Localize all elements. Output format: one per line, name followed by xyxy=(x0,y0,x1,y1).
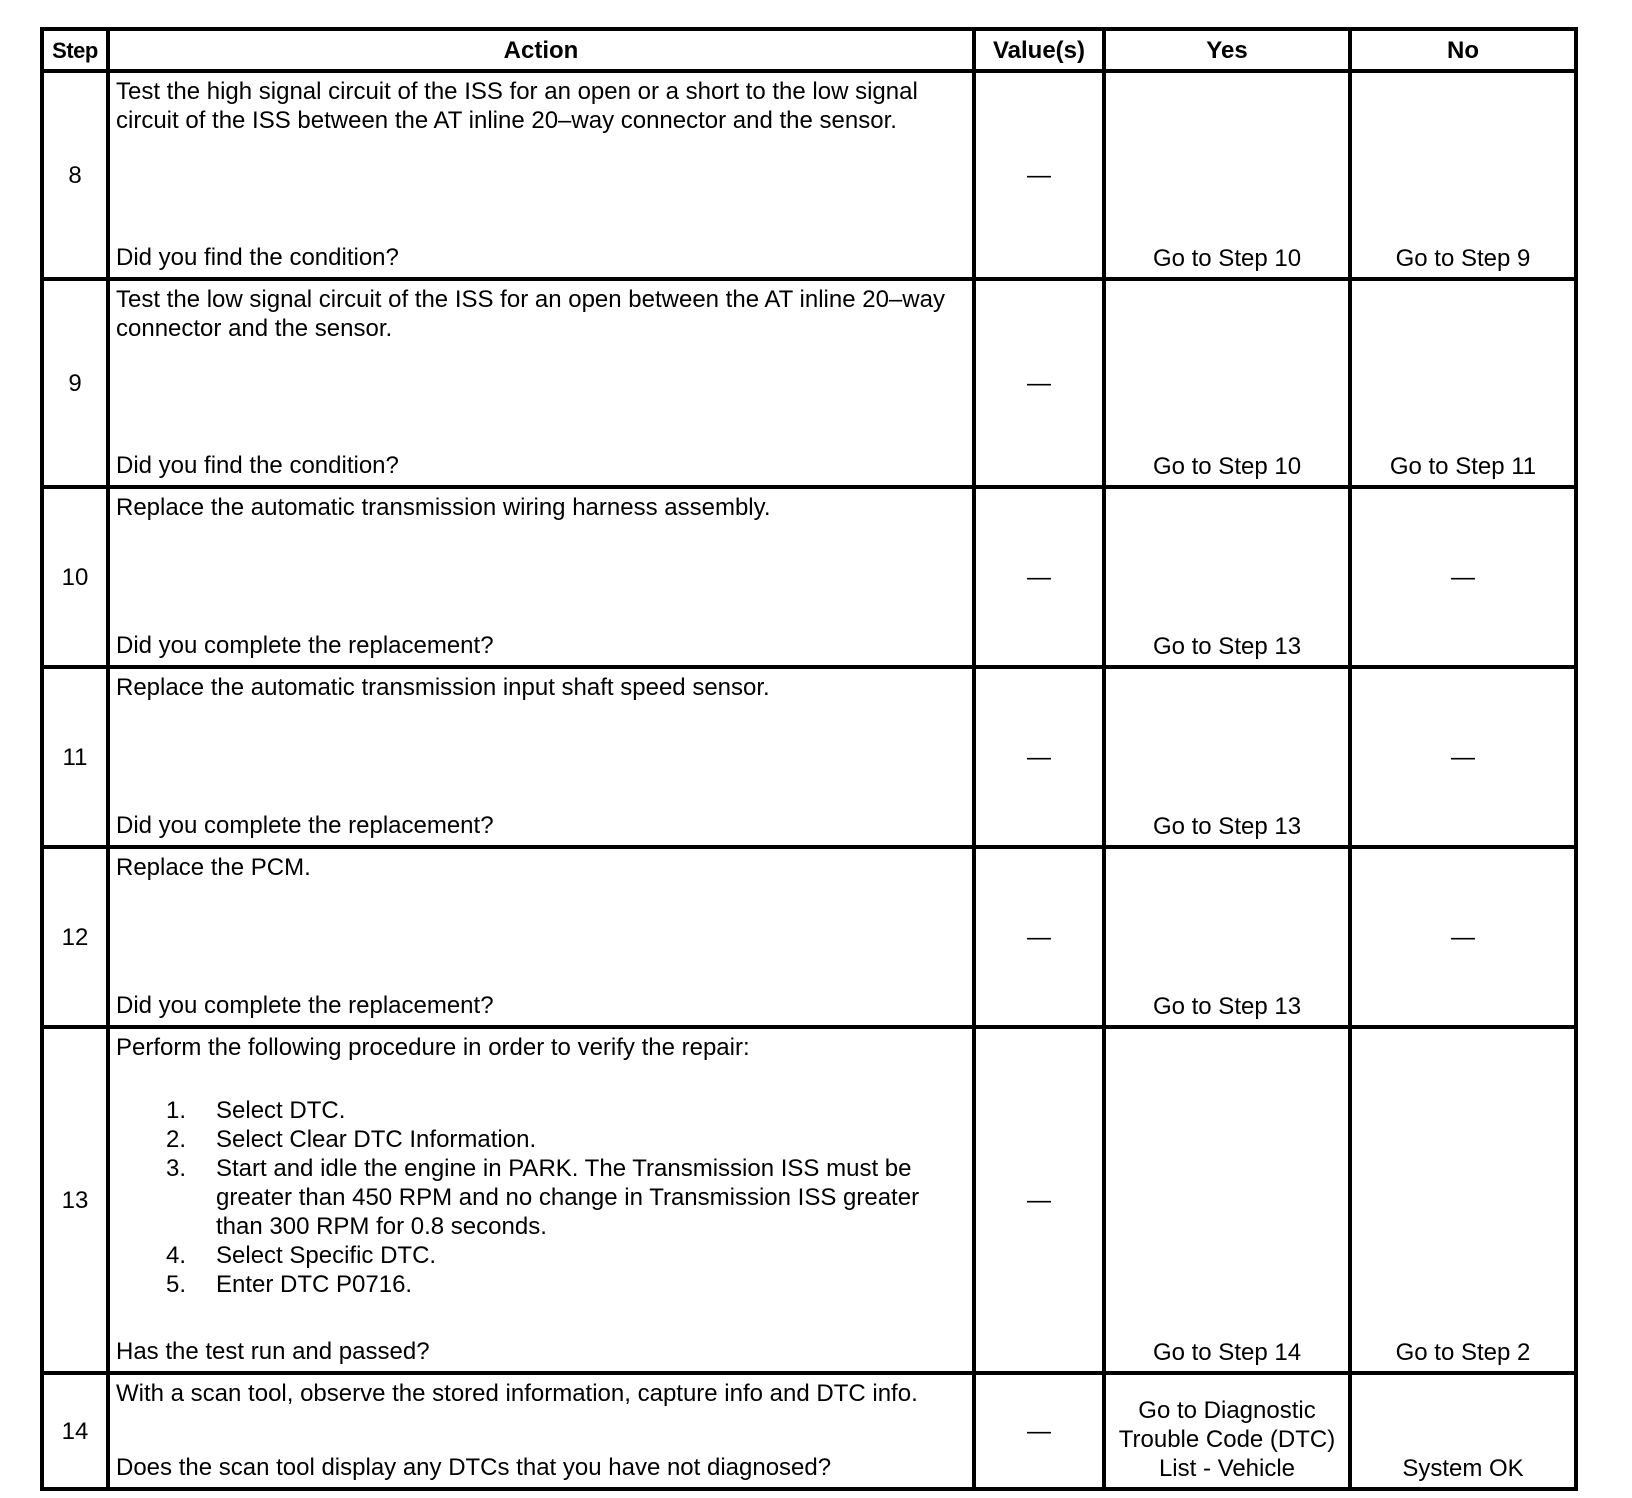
list-item xyxy=(116,1096,966,1125)
no-text: — xyxy=(1451,743,1475,771)
procedure-list xyxy=(116,1096,966,1299)
value-text: — xyxy=(1027,1417,1051,1445)
value-cell xyxy=(974,279,1104,487)
value-text: — xyxy=(1027,743,1051,771)
action-question: Does the scan tool display any DTCs that you have not diagnosed? xyxy=(116,1454,832,1481)
action-question: Did you complete the replacement? xyxy=(116,632,494,659)
list-number: 3. xyxy=(166,1155,187,1182)
action-question: Has the test run and passed? xyxy=(116,1338,430,1365)
header-step: Step xyxy=(42,29,108,71)
action-question: Did you find the condition? xyxy=(116,244,399,271)
value-text: — xyxy=(1027,1186,1051,1214)
yes-cell: Go to Step 10 xyxy=(1104,279,1350,487)
action-cell xyxy=(108,667,974,847)
step-number: 12 xyxy=(42,847,108,1027)
list-number: 1. xyxy=(166,1097,187,1124)
no-cell: Go to Step 11 xyxy=(1350,279,1576,487)
header-action: Action xyxy=(108,29,974,71)
no-text: — xyxy=(1451,923,1475,951)
table-row xyxy=(42,71,1576,279)
step-number: 13 xyxy=(42,1027,108,1373)
step-number: 10 xyxy=(42,487,108,667)
list-item xyxy=(116,1125,966,1154)
header-yes: Yes xyxy=(1104,29,1350,71)
value-text: — xyxy=(1027,369,1051,397)
list-item xyxy=(116,1270,966,1299)
action-cell xyxy=(108,1027,974,1373)
yes-cell: Go to Diagnostic Trouble Code (DTC) List - Vehicle xyxy=(1104,1373,1350,1489)
no-cell xyxy=(1350,847,1576,1027)
list-text: Select Clear DTC Information. xyxy=(216,1126,537,1153)
table-row xyxy=(42,847,1576,1027)
action-text: With a scan tool, observe the stored information, capture info and DTC info. xyxy=(116,1380,918,1407)
header-row xyxy=(42,29,1576,71)
action-text: Replace the PCM. xyxy=(116,854,311,881)
value-cell xyxy=(974,667,1104,847)
value-cell xyxy=(974,487,1104,667)
action-cell xyxy=(108,847,974,1027)
table-row xyxy=(42,1027,1576,1373)
action-text: Replace the automatic transmission wiring harness assembly. xyxy=(116,494,771,521)
action-question: Did you find the condition? xyxy=(116,452,399,479)
action-question: Did you complete the replacement? xyxy=(116,992,494,1019)
no-cell xyxy=(1350,487,1576,667)
yes-cell: Go to Step 13 xyxy=(1104,487,1350,667)
step-number: 11 xyxy=(42,667,108,847)
list-number: 2. xyxy=(166,1126,187,1153)
list-item xyxy=(116,1154,966,1241)
yes-cell: Go to Step 13 xyxy=(1104,667,1350,847)
list-number: 5. xyxy=(166,1271,187,1298)
no-cell: Go to Step 9 xyxy=(1350,71,1576,279)
yes-cell: Go to Step 10 xyxy=(1104,71,1350,279)
action-text: Test the low signal circuit of the ISS for an open between the AT inline 20–way connector and the sensor. xyxy=(116,286,945,342)
header-values: Value(s) xyxy=(974,29,1104,71)
list-text: Select DTC. xyxy=(216,1097,346,1124)
value-cell xyxy=(974,1373,1104,1489)
step-number: 9 xyxy=(42,279,108,487)
value-cell xyxy=(974,71,1104,279)
action-text: Test the high signal circuit of the ISS for an open or a short to the low signal circuit of the ISS between the AT inline 20–way connector and the sensor. xyxy=(116,78,918,134)
action-cell xyxy=(108,71,974,279)
list-text: Start and idle the engine in PARK. The Transmission ISS must be greater than 450 RPM and no change in Transmission ISS greater than 300 RPM for 0.8 seconds. xyxy=(216,1155,920,1240)
value-cell xyxy=(974,847,1104,1027)
action-text: Perform the following procedure in order to verify the repair: xyxy=(116,1034,750,1061)
diagnostic-table xyxy=(40,27,1578,1491)
value-text: — xyxy=(1027,161,1051,189)
table-row xyxy=(42,667,1576,847)
list-number: 4. xyxy=(166,1242,187,1269)
action-cell xyxy=(108,279,974,487)
action-cell xyxy=(108,487,974,667)
list-text: Enter DTC P0716. xyxy=(216,1271,413,1298)
no-cell: System OK xyxy=(1350,1373,1576,1489)
no-cell: Go to Step 2 xyxy=(1350,1027,1576,1373)
list-item xyxy=(116,1241,966,1270)
table-row xyxy=(42,487,1576,667)
step-number: 14 xyxy=(42,1373,108,1489)
action-text: Replace the automatic transmission input shaft speed sensor. xyxy=(116,674,770,701)
header-no: No xyxy=(1350,29,1576,71)
value-text: — xyxy=(1027,923,1051,951)
yes-cell: Go to Step 13 xyxy=(1104,847,1350,1027)
yes-cell: Go to Step 14 xyxy=(1104,1027,1350,1373)
table-row xyxy=(42,1373,1576,1489)
step-number: 8 xyxy=(42,71,108,279)
no-text: — xyxy=(1451,563,1475,591)
no-cell xyxy=(1350,667,1576,847)
value-text: — xyxy=(1027,563,1051,591)
action-question: Did you complete the replacement? xyxy=(116,812,494,839)
list-text: Select Specific DTC. xyxy=(216,1242,437,1269)
value-cell xyxy=(974,1027,1104,1373)
action-cell xyxy=(108,1373,974,1489)
table-row xyxy=(42,279,1576,487)
